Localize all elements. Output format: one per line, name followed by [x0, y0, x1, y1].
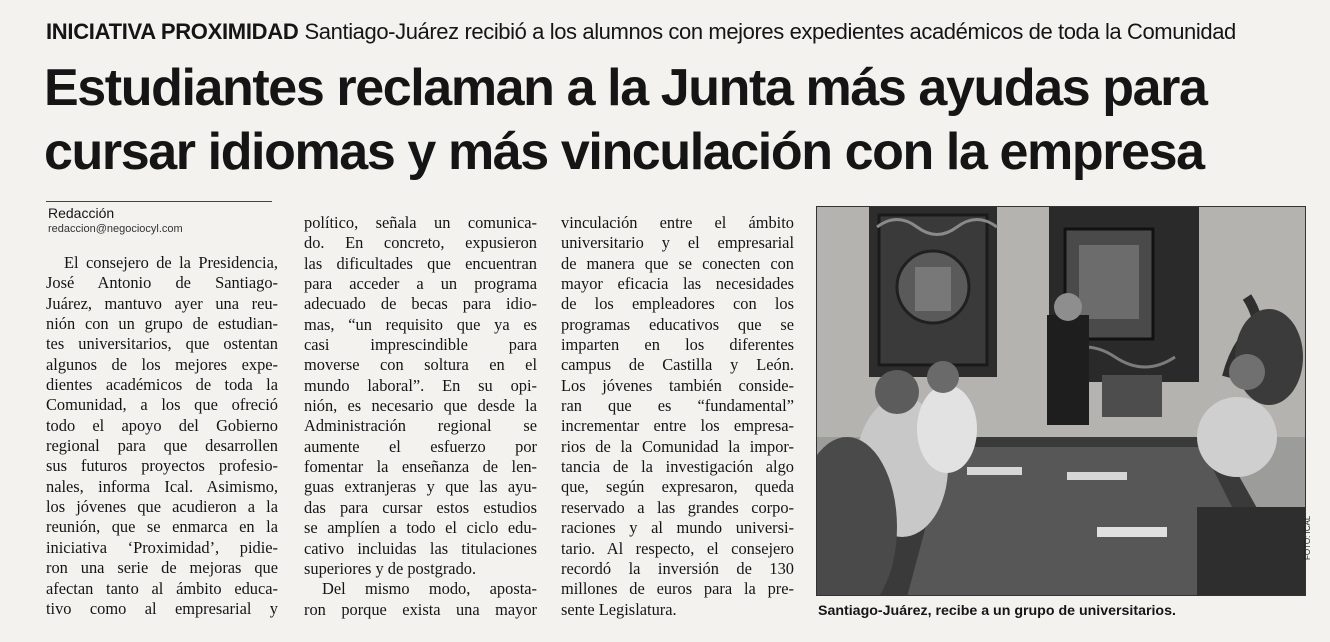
kicker [46, 18, 1296, 46]
text-line: dientes académicos de toda la [46, 375, 278, 395]
text-line: iniciativa ‘Proximidad’, pidie- [46, 537, 278, 557]
text-line: guas extranjeras y que las ayu- [304, 477, 537, 497]
text-line: recordó la inversión de 130 [561, 558, 794, 578]
text-line: que, según expresaron, queda [561, 477, 794, 497]
text-line: nión con un grupo de estudian- [46, 314, 278, 334]
article-column-2 [304, 213, 537, 620]
text-line: sus futuros proyectos profesio- [46, 456, 278, 476]
byline-email: redaccion@negociocyl.com [48, 223, 183, 235]
text-line: superiores y de postgrado. [304, 558, 477, 578]
text-line: casi imprescindible para [304, 335, 537, 355]
text-line: afectan tanto al ámbito educa- [46, 578, 278, 598]
text-line: raciones y al mundo universi- [561, 518, 794, 538]
text-line: mayor eficacia las necesidades [561, 274, 794, 294]
text-line: de manera que se conecten con [561, 253, 794, 273]
article-column-1 [46, 253, 278, 619]
text-line: programas educativos que se [561, 314, 794, 334]
text-line: José Antonio de Santiago- [46, 273, 278, 293]
text-line: moverse con soltura en el [304, 355, 537, 375]
text-line: millones de euros para la pre- [561, 579, 794, 599]
text-line: tes universitarios, que ostentan [46, 334, 278, 354]
text-line: vinculación entre el ámbito [561, 213, 794, 232]
meeting-photo [816, 206, 1306, 596]
text-line: adecuado de becas para idio- [304, 294, 537, 314]
text-line: ron una serie de mejoras que [46, 558, 278, 578]
text-line: reunión, que se enmarca en la [46, 517, 278, 537]
text-line: cativo incluidas las titulaciones [304, 538, 537, 558]
headline-line-1: Estudiantes reclaman a la Junta más ayudas para [44, 59, 1207, 117]
photo-caption: Santiago-Juárez, recibe a un grupo de universitarios. [818, 603, 1176, 619]
text-line: ron porque exista una mayor [304, 599, 537, 619]
text-line: sente Legislatura. [561, 599, 677, 619]
text-line: Comunidad, a los que ofreció [46, 395, 278, 415]
photo-credit: FOTO: ICAL [1303, 515, 1312, 560]
text-line: tancia de la investigación algo [561, 457, 794, 477]
meeting-photo-illustration [817, 207, 1306, 596]
text-line: algunos de los mejores expe- [46, 354, 278, 374]
text-line: fomentar la enseñanza de len- [304, 457, 537, 477]
text-line: Juárez, mantuvo ayer una reu- [46, 293, 278, 313]
text-line: nales, informa Ical. Asimismo, [46, 476, 278, 496]
text-line: los jóvenes que acudieron a la [46, 497, 278, 517]
headline [44, 56, 1304, 184]
text-line: Administración regional se [304, 416, 537, 436]
text-line: das para cursar estos estudios [304, 497, 537, 517]
byline-author: Redacción [48, 205, 115, 221]
text-line: nión, es necesario que desde la [304, 396, 537, 416]
text-line: ran que es “fundamental” [561, 396, 794, 416]
text-line: El consejero de la Presidencia, [64, 253, 278, 272]
section-label: INICIATIVA PROXIMIDAD [46, 19, 299, 44]
text-line: político, señala un comunica- [304, 213, 537, 232]
text-line: de los empleadores con los [561, 294, 794, 314]
text-line: Los jóvenes también conside- [561, 375, 794, 395]
text-line: universitario y el empresarial [561, 233, 794, 253]
text-line: para acceder a un programa [304, 274, 537, 294]
article-column-3 [561, 213, 794, 620]
headline-line-2: cursar idiomas y más vinculación con la empresa [44, 123, 1204, 181]
text-line: las dificultades que encuentran [304, 253, 537, 273]
text-line: imparten en los diferentes [561, 335, 794, 355]
text-line: todo el apoyo del Gobierno [46, 415, 278, 435]
text-line: tario. Al respecto, el consejero [561, 538, 794, 558]
text-line: reservado a las grandes corpo- [561, 497, 794, 517]
text-line: se amplíen a todo el ciclo edu- [304, 518, 537, 538]
text-line: tivo como al empresarial y [46, 598, 278, 618]
text-line: rios de la Comunidad la impor- [561, 436, 794, 456]
text-line: incrementar entre los empresa- [561, 416, 794, 436]
text-line: mundo laboral”. En su opi- [304, 375, 537, 395]
text-line: campus de Castilla y León. [561, 355, 794, 375]
text-line: Del mismo modo, aposta- [322, 579, 537, 599]
kicker-summary: Santiago-Juárez recibió a los alumnos con mejores expedientes académicos de toda la Comunidad [304, 19, 1236, 44]
text-line: do. En concreto, expusieron [304, 233, 537, 253]
text-line: mas, “un requisito que ya es [304, 314, 537, 334]
text-line: aumente el esfuerzo por [304, 436, 537, 456]
text-line: regional para que desarrollen [46, 436, 278, 456]
byline-divider [46, 201, 272, 202]
